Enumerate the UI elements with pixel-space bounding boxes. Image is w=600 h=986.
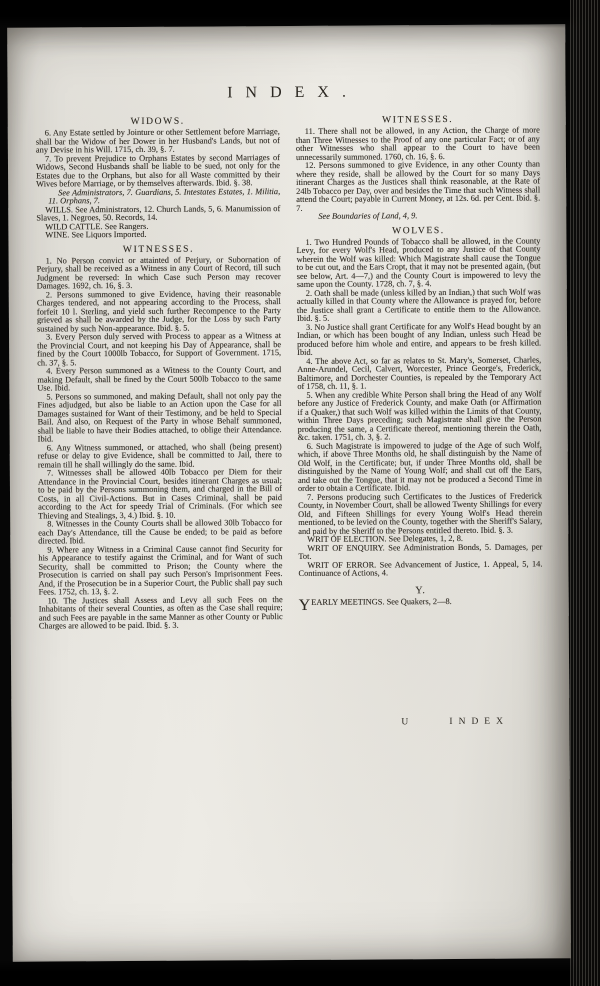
index-entry: 10. The Justices shall Assess and Levy all such Fees on the Inhabitants of their several Counties, as often as the Case shall require; and such Fees are payable in the same Manner as other County or Public Charges are allowed to be paid. Ibid. §. 3. xyxy=(38,594,283,631)
running-head-index: INDEX. xyxy=(227,83,359,102)
index-entry: WILLS. See Administrators, 12. Church Lands, 5, 6. Manumission of Slaves, 1. Negroes, 50. Records, 14. xyxy=(36,203,281,223)
index-entry: 4. The above Act, so far as relates to St. Mary's, Somerset, Charles, Anne-Arundel, Cecil, Calvert, Worcester, Prince George's, Frederick, Baltimore, and Dorchester Counties, is repealed by the Temporary Act of 1758, ch. 11, §. 1. xyxy=(297,354,542,391)
section-heading: WITNESSES. xyxy=(122,243,195,255)
index-entry: 7. Persons producing such Certificates to the Justices of Frederick County, in November Court, shall be allowed Twenty Shillings for every Old, and Fifteen Shillings for every Young Wolf's Head therein mentioned, to be levied on the County, together with the Sheriff's Salary, and paid by the Sheriff to the Persons entitled thereto. Ibid. §. 3. xyxy=(298,490,543,536)
index-entry: 2. Persons summoned to give Evidence, having their reasonable Charges tendered, and not appearing according to the Process, shall forfeit 10 l. Sterling, and yield such further Recompence to the Party grieved as shall be awarded by the Judge, for the Loss by such Party sustained by such Non-appearance. Ibid. §. 5. xyxy=(36,288,281,334)
photo-top-shadow xyxy=(0,0,600,28)
section-heading: WIDOWS. xyxy=(130,115,185,127)
photo-bottom-shadow xyxy=(0,960,600,986)
index-entry: WRIT OF ELECTION. See Delegates, 1, 2, 8. xyxy=(307,533,463,544)
index-entry: 1. No Person convict or attainted of Perjury, or Subornation of Perjury, shall be received as a Witness in any Court of Record, till such Judgment be reversed: In which Case such Person may recover Damages. 1692, ch. 16, §. 3. xyxy=(36,254,281,291)
right-column xyxy=(296,109,543,629)
index-entry: YEARLY MEETINGS. See Quakers, 2—8. xyxy=(298,596,452,614)
book-spine-page-edges xyxy=(570,0,600,986)
index-entry: 5. When any credible White Person shall bring the Head of any Wolf before any Justice of Frederick County, and make Oath (or Affirmation if a Quaker,) that such Wolf was killed within the Limits of that County, within Three Days preceding; such Magistrate shall give the Person producing the same, a Certificate thereof, mentioning therein the Oath, &c. taken. 1751, ch. 3, §. 2. xyxy=(297,388,542,442)
index-entry: 4. Every Person summoned as a Witness to the County Court, and making Default, shall be fined by the Court 500lb Tobacco to the same Use. Ibid. xyxy=(37,365,282,393)
left-column xyxy=(36,111,283,631)
book-page xyxy=(7,24,571,961)
index-entry: WILD CATTLE. See Rangers. xyxy=(45,221,149,231)
index-entry: 12. Persons summoned to give Evidence, in any other County than where they reside, shall be allowed by the Court for so many Days itinerant Charges as the Justices shall think reasonable, at the Rate of 24lb Tobacco per Day, over and besides the Time that such Witness shall attend the Court; payable in Current Money, at 12s. 6d. per Cent. Ibid. §. 7. xyxy=(296,159,541,213)
index-entry: 5. Persons so summoned, and making Default, shall not only pay the Fines adjudged, but also be liable to an Action upon the Case for all Damages sustained for Want of their Testimony, and be held to Special Bail. And also, on Request of the Party in whose Behalf summoned, shall be liable to have their Bodies attached, to oblige their Attendance. Ibid. xyxy=(37,390,282,444)
section-heading: WITNESSES. xyxy=(382,113,454,126)
index-entry: 3. Every Person duly served with Process to appear as a Witness at the Provincial Court, and not keeping his Day of Appearance, shall be fined by the Court 1000lb Tobacco, for Support of Government. 1715, ch. 37, §. 5. xyxy=(37,331,282,368)
index-entry: 2. Oath shall be made (unless killed by an Indian,) that such Wolf was actually killed in that County where the Allowance is prayed for, before the Justice shall grant a Certificate to entitle them to the Allowance. Ibid. §. 5. xyxy=(296,286,541,323)
cross-reference: See Administrators, 7. Guardians, 5. Intestates Estates, 1. Militia, 11. Orphans, 7. xyxy=(48,186,281,206)
index-entry: 6. Any Witness summoned, or attached, who shall (being present) refuse or delay to give Evidence, shall be committed to Jail, there to remain till he shall willingly do the same. Ibid. xyxy=(37,441,282,470)
page-foot-line xyxy=(11,716,569,731)
signature-mark: U xyxy=(401,717,409,728)
text-columns xyxy=(8,100,569,631)
index-entry: 9. Where any Witness in a Criminal Cause cannot find Security for his Appearance to testify against the Criminal, and for Want of such Security, shall be committed to Prison; the County where the Prosecution is carried on shall pay such Person's Imprisonment Fees. And, if the Prosecution be in a Superior Court, the Public shall pay such Fees. 1752, ch. 13, §. 2. xyxy=(38,543,283,597)
index-entry: WRIT OF ERROR. See Advancement of Justice, 1. Appeal, 5, 14. Continuance of Actions, 4. xyxy=(298,558,543,578)
index-entry: 6. Any Estate settled by Jointure or other Settlement before Marriage, shall bar the Widow of her Dower in her Husband's Lands, but not of any Devise in his Will. 1715, ch. 39, §. 7. xyxy=(35,127,280,155)
cross-reference: See Boundaries of Land, 4, 9. xyxy=(318,211,418,221)
catchword: INDEX xyxy=(449,716,509,728)
index-entry: 7. To prevent Prejudice to Orphans Estates by second Marriages of Widows, Second Husbands shall be liable to be sued, not only for the Estates due to the Orphans, but also for all Waste committed by their Wives before Marriage, or by themselves afterwards. Ibid. §. 38. xyxy=(35,152,281,189)
index-entry: 6. Such Magistrate is impowered to judge of the Age of such Wolf, which, if above Three Months old, he shall distinguish by the Name of Old Wolf, in the Certificate; but, if under Three Months old, shall be distinguished by the Name of Young Wolf; and shall cut off the Ears, and take out the Tongue, that it may not be produced a Second Time in order to obtain a Certificate. Ibid. xyxy=(297,439,542,493)
section-heading: Y. xyxy=(415,584,426,596)
index-entry: 1. Two Hundred Pounds of Tobacco shall be allowed, in the County Levy, for every Wolf's Head, produced to any Justice of that County wherein the Wolf was killed: Which Magistrate shall cause the Tongue to be cut out, and the Ears Cropt, that it may not be presented again, (but see below, Art. 4—7,) and the County Court is impowered to levy the same upon the County. 1728, ch. 7, §. 4. xyxy=(296,235,541,289)
section-heading: WOLVES. xyxy=(392,224,445,236)
index-entry: 7. Witnesses shall be allowed 40lb Tobacco per Diem for their Attendance in the Provincial Court, besides itinerant Charges as usual; to be paid by the Persons summoning them, and charged in the Bill of Costs, in all Civil-Actions. But in Cases Criminal, shall be paid according to the Act for speedy Trial of Criminals. (For which see Thieving and Stealings, 3, 4.) Ibid. §. 10. xyxy=(37,467,283,521)
index-entry: 3. No Justice shall grant Certificate for any Wolf's Head bought by an Indian, or which has been bought of any Indian, unless such Head be produced before him whole and entire, and appears to be fresh killed. Ibid. xyxy=(297,320,542,357)
index-entry: WRIT OF ENQUIRY. See Administration Bonds, 5. Damages, per Tot. xyxy=(298,541,543,561)
index-entry: 8. Witnesses in the County Courts shall be allowed 30lb Tobacco for each Day's Attendance, till the Cause be ended; to be paid as before directed. Ibid. xyxy=(38,518,283,546)
index-entry: WINE. See Liquors Imported. xyxy=(45,229,147,240)
drop-cap: Y xyxy=(298,596,311,614)
index-entry: 11. There shall not be allowed, in any Action, the Charge of more than Three Witnesses to the Proof of any one particular Fact; or of any other Witnesses who shall appear to the Court to have been unnecessarily summoned. 1760, ch. 16, §. 6. xyxy=(295,125,540,162)
